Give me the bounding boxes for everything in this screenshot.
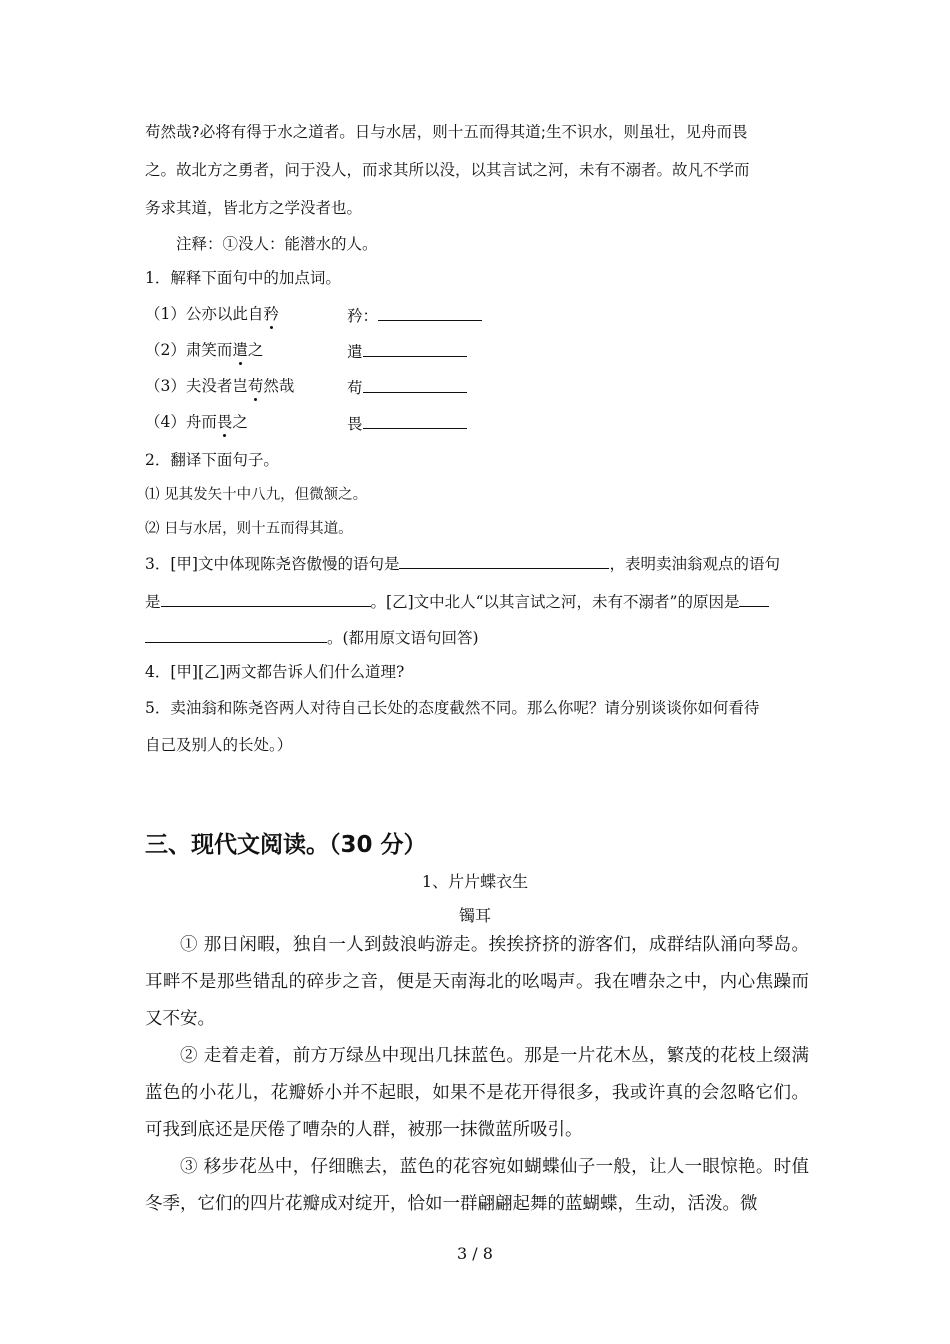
q3-blank-1[interactable] — [399, 552, 609, 569]
passage-line-3: 务求其道，皆北方之学没者也。 — [145, 199, 363, 217]
q1-item-1: （1）公亦以此自矜 — [145, 305, 279, 323]
passage-note: 注释：①没人：能潜水的人。 — [176, 235, 378, 253]
q3-blank-3-cont[interactable] — [145, 626, 327, 643]
q1-item-2: （2）肃笑而遣之 — [145, 341, 264, 359]
page-number: 3 / 8 — [457, 1244, 493, 1263]
dotted-char: 遣 — [232, 341, 248, 359]
dotted-char: 苟 — [247, 377, 264, 395]
q3-line-3: 。(都用原文语句回答) — [145, 626, 479, 648]
dotted-char: 矜 — [263, 305, 279, 323]
q1-answer-4[interactable]: 畏 — [347, 412, 467, 434]
q1-item-3: （3）夫没者岂苟然哉 — [145, 377, 295, 395]
article-paragraph-3: ③ 移步花丛中，仔细瞧去，蓝色的花容宛如蝴蝶仙子一般，让人一眼惊艳。时值冬季，它们的四片花瓣成对绽开，恰如一群翩翩起舞的蓝蝴蝶，生动，活泼。微 — [145, 1157, 809, 1214]
q3-line-1: 3．[甲]文中体现陈尧咨傲慢的语句是 ，表明卖油翁观点的语句 — [145, 552, 780, 574]
q5-line-2: 自己及别人的长处。） — [145, 736, 293, 754]
q3-line-2: 是 。[乙]文中北人“以其言试之河，未有不溺者”的原因是 — [145, 590, 769, 612]
dotted-char: 畏 — [216, 413, 233, 431]
passage-line-1: 苟然哉?必将有得于水之道者。日与水居，则十五而得其道;生不识水，则虽壮，见舟而畏 — [145, 123, 748, 141]
article-paragraph-1: ① 那日闲暇，独自一人到鼓浪屿游走。挨挨挤挤的游客们，成群结队涌向琴岛。耳畔不是那些错乱的碎步之音，便是天南海北的吆喝声。我在嘈杂之中，内心焦躁而又不安。 — [145, 935, 809, 1029]
q1-answer-1[interactable]: 矜： — [347, 304, 482, 326]
q4: 4．[甲][乙]两文都告诉人们什么道理? — [145, 663, 405, 681]
article-title: 1、片片蝶衣生 — [421, 872, 529, 891]
passage-line-2: 之。故北方之勇者，问于没人，而求其所以没，以其言试之河，未有不溺者。故凡不学而 — [145, 161, 750, 179]
article-paragraph-2: ② 走着走着，前方万绿丛中现出几抹蓝色。那是一片花木丛，繁茂的花枝上缀满蓝色的小花儿，花瓣娇小并不起眼，如果不是花开得很多，我或许真的会忽略它们。可我到底还是厌倦了嘈杂的人群，被那一抹微蓝所吸引。 — [145, 1046, 809, 1140]
q1-answer-3[interactable]: 苟 — [347, 376, 467, 398]
q2-sentence-1: ⑴ 见其发矢十中八九，但微颔之。 — [145, 487, 368, 503]
article-author: 镯耳 — [458, 906, 491, 925]
q3-blank-3[interactable] — [739, 590, 769, 607]
q2-title: 2．翻译下面句子。 — [145, 451, 279, 469]
q3-blank-2[interactable] — [161, 590, 371, 607]
q1-title: 1．解释下面句中的加点词。 — [145, 269, 341, 287]
section-heading: 三、现代文阅读。（30 分） — [145, 832, 427, 858]
q1-item-4: （4）舟而畏之 — [145, 413, 248, 431]
q5-line-1: 5．卖油翁和陈尧咨两人对待自己长处的态度截然不同。那么你呢？请分别谈谈你如何看待 — [145, 699, 760, 717]
q2-sentence-2: ⑵ 日与水居，则十五而得其道。 — [145, 521, 353, 537]
q1-answer-2[interactable]: 遣 — [347, 340, 467, 362]
